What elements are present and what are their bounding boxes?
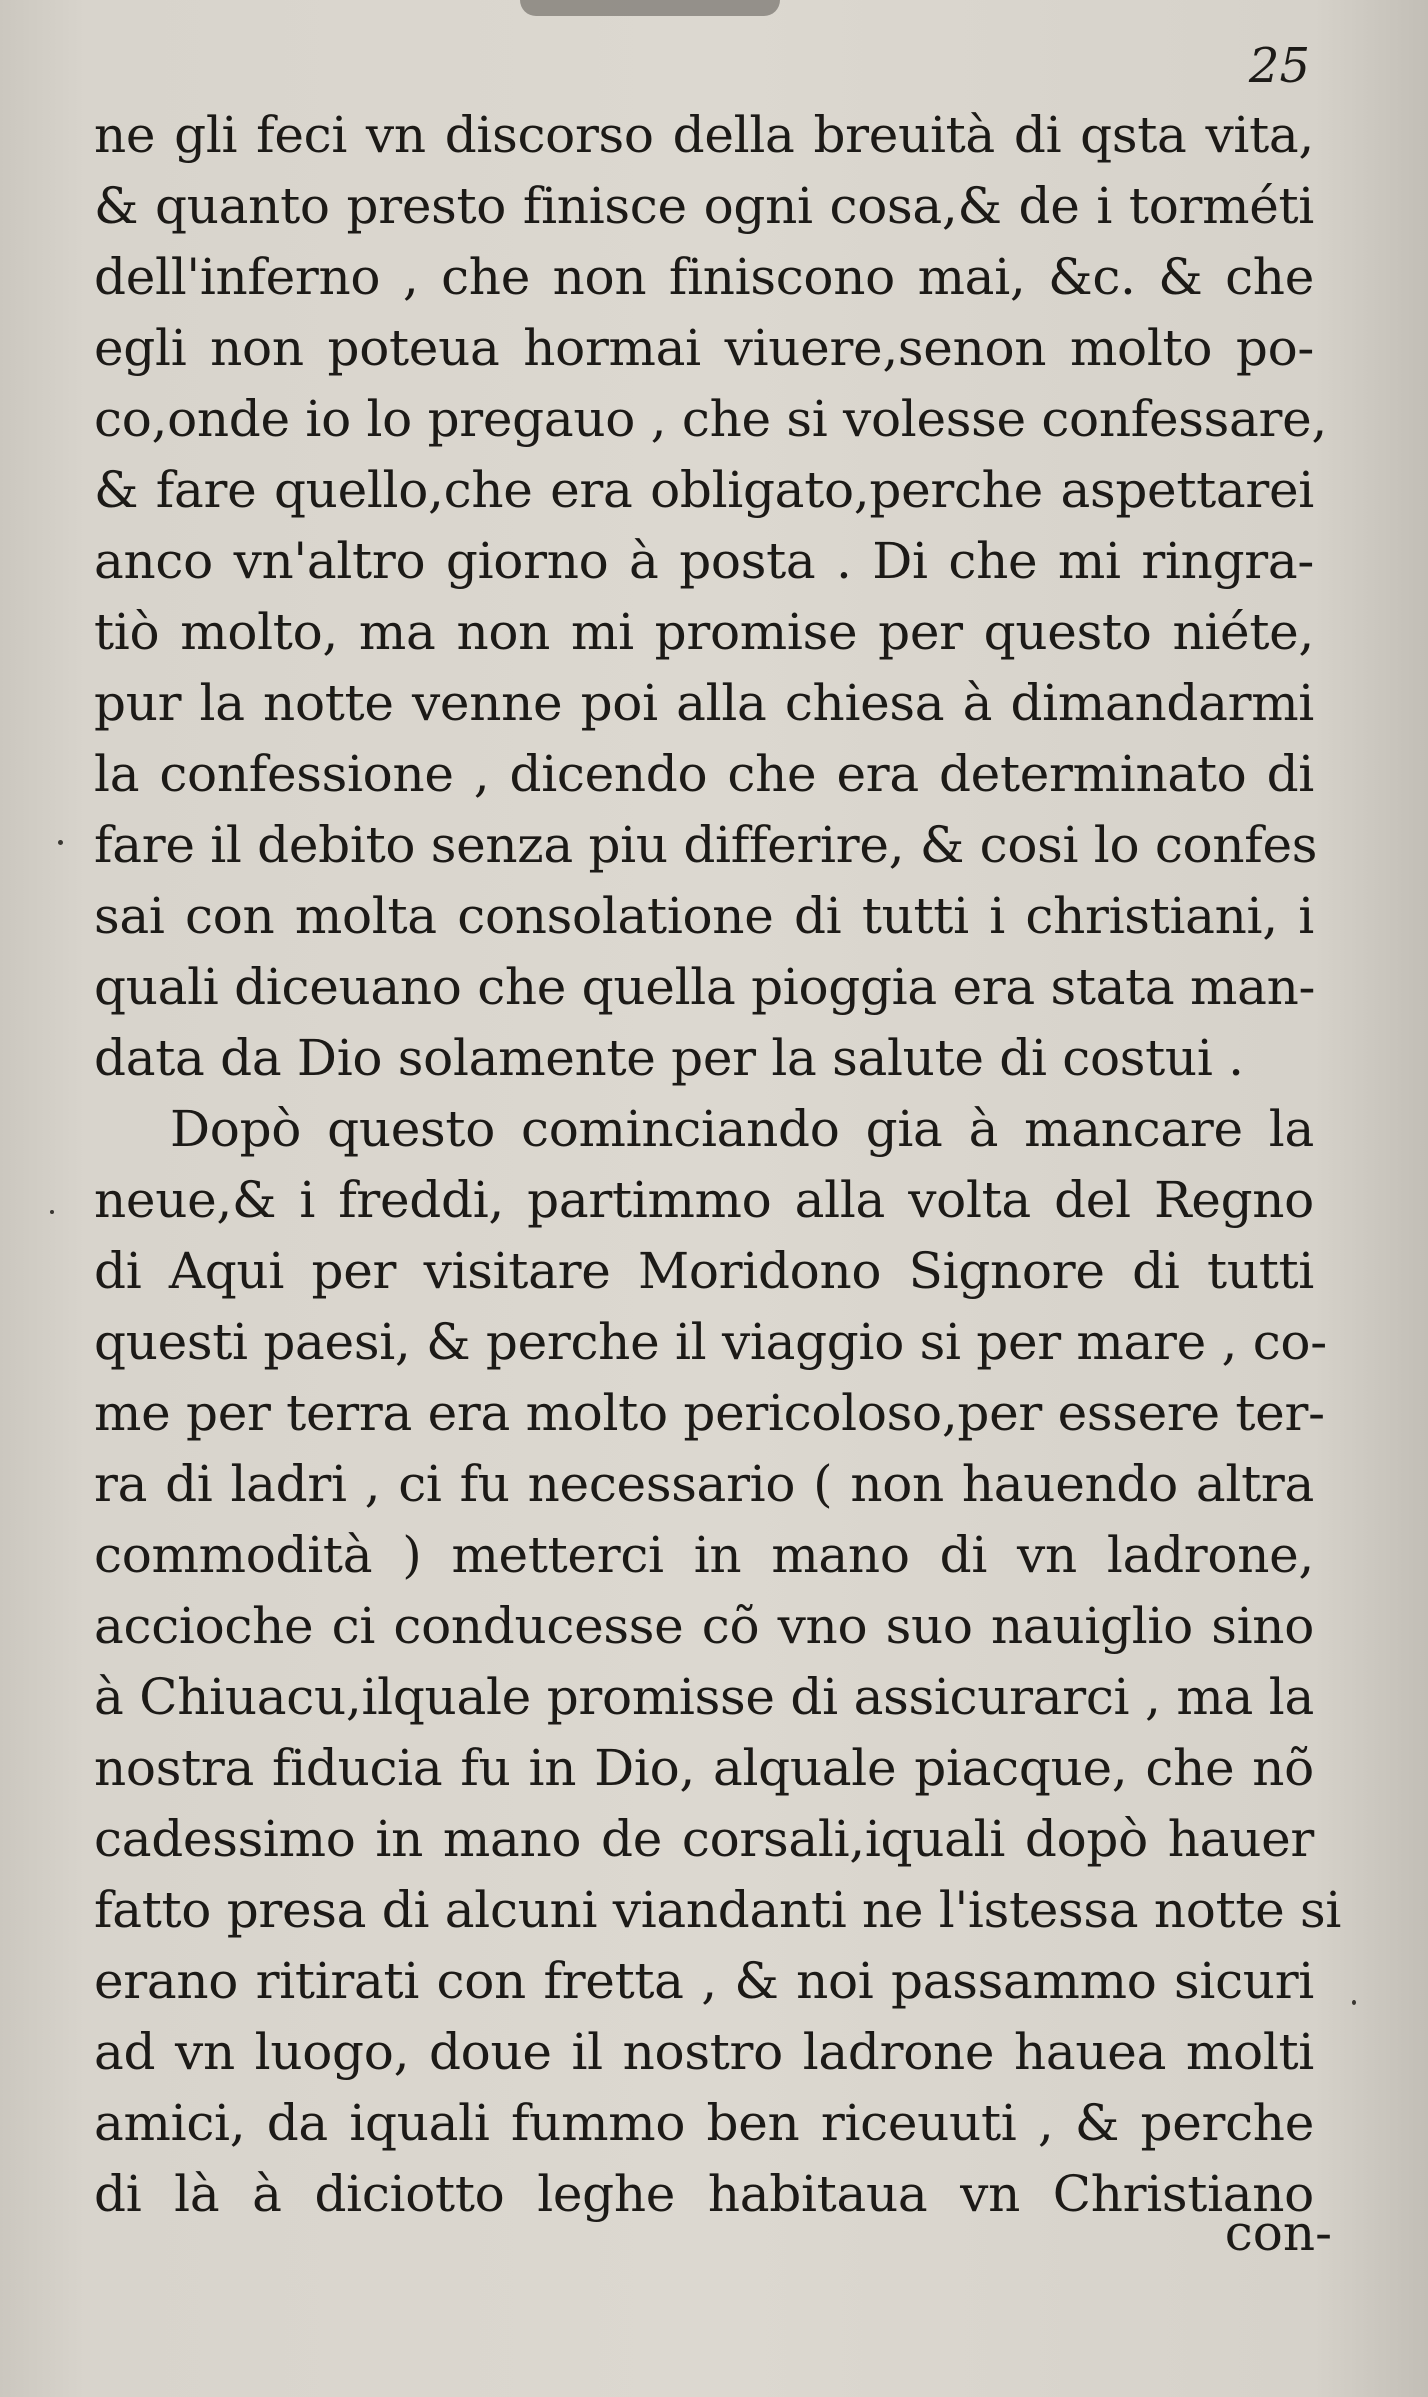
text-line: pur la notte venne poi alla chiesa à dimandarmi [94,674,1314,732]
text-block [94,100,1342,2230]
text-line: anco vn'altro giorno à posta . Di che mi ringra- [94,532,1314,590]
text-line: nostra fiducia fu in Dio, alquale piacque, che nõ [94,1739,1314,1797]
text-line: di Aqui per visitare Moridono Signore di tutti [94,1242,1314,1300]
text-line: erano ritirati con fretta , & noi passammo sicuri [94,1952,1314,2010]
text-line: Dopò questo cominciando gia à mancare la [170,1100,1314,1158]
text-line: egli non poteua hormai viuere,senon molto po- [94,319,1314,377]
text-line: accioche ci conducesse cõ vno suo nauiglio sino [94,1597,1314,1655]
text-line: tiò molto, ma non mi promise per questo niéte, [94,603,1314,661]
text-line: data da Dio solamente per la salute di costui . [94,1029,1244,1087]
text-line: & fare quello,che era obligato,perche aspettarei [94,461,1314,519]
text-line: neue,& i freddi, partimmo alla volta del Regno [94,1171,1314,1229]
paper-speck [50,1210,54,1214]
text-line: quali diceuano che quella pioggia era stata man- [94,958,1316,1016]
text-line: cadessimo in mano de corsali,iquali dopò hauer [94,1810,1314,1868]
text-line: fatto presa di alcuni viandanti ne l'istessa notte si [94,1881,1342,1939]
text-line: sai con molta consolatione di tutti i christiani, i [94,887,1314,945]
binding-shadow [520,0,780,16]
catchword: con- [1224,2204,1332,2262]
page-number: 25 [1248,38,1310,94]
paper-speck [1352,2000,1356,2005]
text-line: me per terra era molto pericoloso,per essere ter- [94,1384,1325,1442]
text-line: ad vn luogo, doue il nostro ladrone hauea molti [94,2023,1314,2081]
text-line: à Chiuacu,ilquale promisse di assicurarci , ma la [94,1668,1314,1726]
text-line: commodità ) metterci in mano di vn ladrone, [94,1526,1314,1584]
text-line: amici, da iquali fummo ben riceuuti , & perche [94,2094,1314,2152]
paper-speck [58,840,63,845]
text-line: ne gli feci vn discorso della breuità di qsta vita, [94,106,1314,164]
text-line: co,onde io lo pregauo , che si volesse confessare, [94,390,1327,448]
text-line: questi paesi, & perche il viaggio si per mare , co- [94,1313,1327,1371]
text-line: ra di ladri , ci fu necessario ( non hauendo altra [94,1455,1314,1513]
text-line: dell'inferno , che non finiscono mai, &c. & che [94,248,1314,306]
text-line: la confessione , dicendo che era determinato di [94,745,1314,803]
text-line: di là à diciotto leghe habitaua vn Christiano [94,2165,1314,2223]
text-line: fare il debito senza piu differire, & cosi lo confes [94,816,1318,874]
text-line: & quanto presto finisce ogni cosa,& de i torméti [94,177,1314,235]
